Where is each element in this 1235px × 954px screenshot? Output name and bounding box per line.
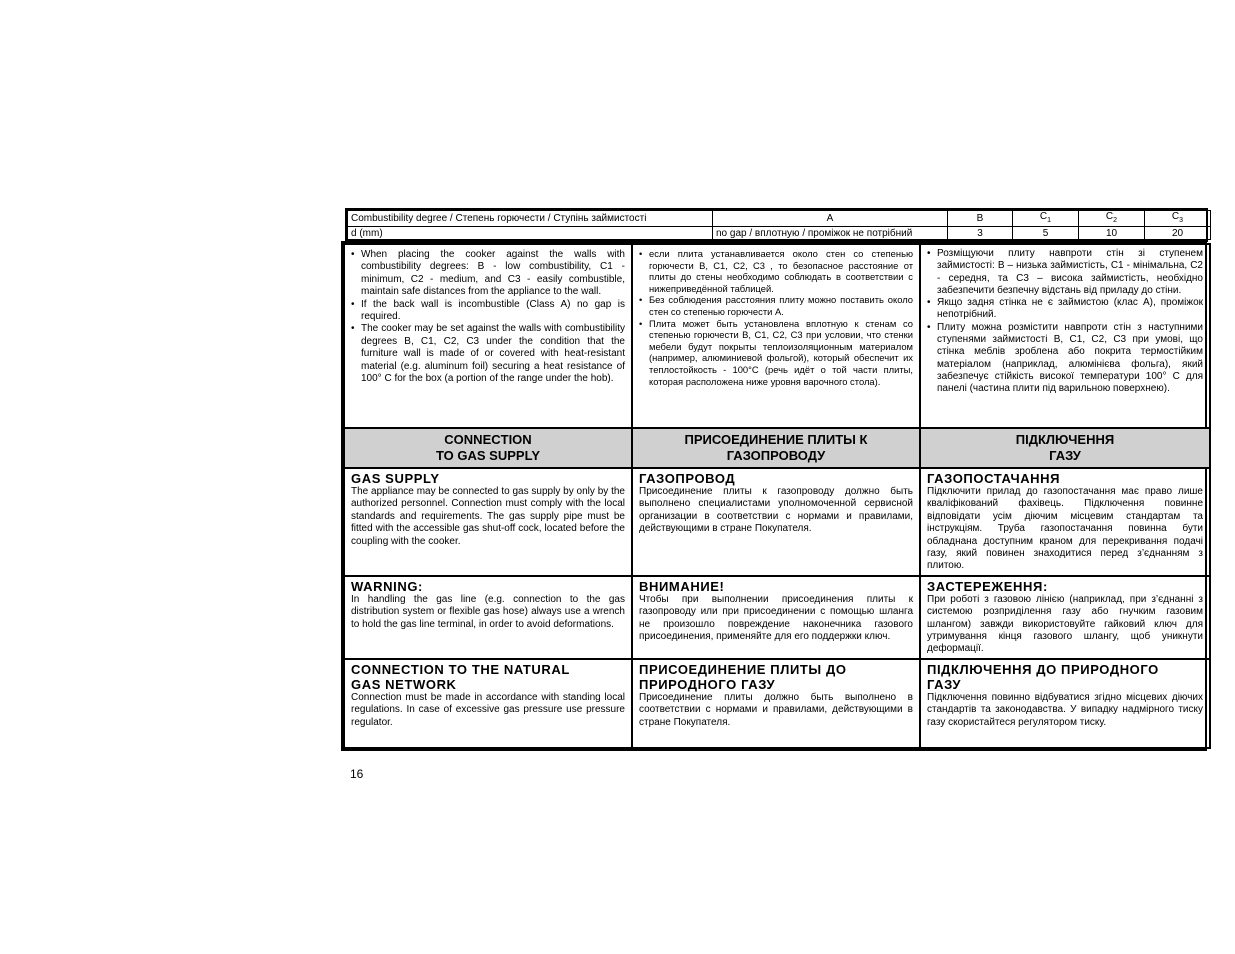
list-item: • если плита устанавливается около стен со степенью горючести B, C1, C2, C3 , то безопасное расстояние от плиты до стены необходимо соблюдать в соответствии с нижеприведённой таблицей.: [639, 248, 913, 294]
table-cell-c1: 5: [1013, 227, 1079, 240]
block-text: Присоединение плиты должно быть выполнено в соответствии с нормами и правилами, действующими в стране Покупателя.: [639, 691, 913, 728]
block-text: Підключення повинно відбуватися згідно місцевих діючих стандартів та законодавства. У випадку надмірного тиску газу скористайтеся регулятором тиску.: [927, 691, 1203, 728]
block-text: The appliance may be connected to gas supply by only by the authorized personnel. Connection must comply with the local standards and requirements. The gas supply pipe must be fitted with the accessible gas shut-off cock, located before the coupling with the cooker.: [351, 486, 625, 547]
list-item: • Якщо задня стінка не є займистою (клас А), проміжок непотрібний.: [927, 297, 1203, 322]
table-cell-c2: $C_2$: [1079, 211, 1145, 227]
natural-gas-uk: [920, 659, 1210, 748]
section-heading-ru: ПРИСОЕДИНЕНИЕ ПЛИТЫ К ГАЗОПРОВОДУ: [632, 428, 920, 468]
gas-supply-en: [344, 468, 632, 576]
block-text: Підключити прилад до газопостачання має право лише кваліфікований фахівець. Підключення повинне відповідати усім діючим місцевим стандартам та інструкціям. Труба газопостачання повинна бути обладнана доступним краном для перекривання подачі газу, який повинен знаходитися перед з’єднанням з плитою.: [927, 486, 1203, 572]
gas-supply-row: [344, 468, 1210, 576]
block-title: ПРИСОЕДИНЕНИЕ ПЛИТЫ ДО ПРИРОДНОГО ГАЗУ: [639, 661, 847, 692]
table-row: [348, 211, 1211, 227]
block-text: In handling the gas line (e.g. connection to the gas distribution system or flexible gas hose) always use a wrench to hold the gas line terminal, in order to avoid deformations.: [351, 593, 625, 630]
table-cell-b: 3: [948, 227, 1013, 240]
warning-row: [344, 576, 1210, 659]
table-cell-c2: 10: [1079, 227, 1145, 240]
gas-supply-uk: [920, 468, 1210, 576]
natural-gas-en: [344, 659, 632, 748]
section-heading-en: CONNECTION TO GAS SUPPLY: [344, 428, 632, 468]
list-item: • Без соблюдения расстояния плиту можно поставить около стен со степенью горючести А.: [639, 294, 913, 317]
warning-uk: [920, 576, 1210, 659]
list-item: • When placing the cooker against the walls with combustibility degrees: B - low combustibility, C1 - minimum, C2 - medium, and C3 - easily combustible, maintain safe distances from the appliance to the wall.: [351, 249, 625, 299]
warning-en: [344, 576, 632, 659]
gas-supply-ru: [632, 468, 920, 576]
table-cell-c1: $C_1$: [1013, 211, 1079, 227]
placement-row: [344, 244, 1210, 428]
block-title: ВНИМАНИЕ!: [639, 578, 725, 594]
table-cell-c3: 20: [1145, 227, 1211, 240]
block-title: ГАЗОПРОВОД: [639, 471, 736, 486]
block-text: При роботі з газовою лінією (наприклад, при з’єднанні з системою розприділення газу або гнучким газовим шлангом) завжди використовуйте гайковий ключ для утримування кінця газового шлангу, щоб уникнути деформації.: [927, 593, 1203, 655]
block-title: ЗАСТЕРЕЖЕННЯ:: [927, 578, 1048, 594]
table-cell-label: d (mm): [348, 227, 713, 240]
instructions-grid: [341, 241, 1207, 751]
list-item: • The cooker may be set against the walls with combustibility degrees B, C1, C2, C3 under the condition that the furniture wall is made of or covered with heat-resistant material (e.g. aluminum foil) securing a heat resistance of 100° C for the box (a portion of the range under the hob).: [351, 323, 625, 385]
list-item: • Плиту можна розмістити навпроти стін з наступними ступенями займистості B, C1, C2, C3 при умові, що стінка меблів зроблена або покрита термостійким матеріалом (наприклад, алюмінієва фольга), який забезпечує стійкість високої температури 100° C для панелі (частина плити під варильною поверхнею).: [927, 322, 1203, 396]
block-title: GAS SUPPLY: [351, 471, 440, 486]
placement-ru: [632, 244, 920, 428]
table-cell-c3: $C_3$: [1145, 211, 1211, 227]
table-cell-b: B: [948, 211, 1013, 227]
block-text: Connection must be made in accordance with standing local regulations. In case of excessive gas pressure use pressure regulator.: [351, 691, 625, 728]
table-cell-label: Combustibility degree / Степень горючести / Ступінь займистості: [348, 211, 713, 227]
placement-en: [344, 244, 632, 428]
section-heading-row: [344, 428, 1210, 468]
block-text: Присоединение плиты к газопроводу должно быть выполнено специалистами уполномоченной сервисной организации в соответствии с нормами и правилами, действующими в стране Покупателя.: [639, 486, 913, 535]
list-item: • If the back wall is incombustible (Class A) no gap is required.: [351, 299, 625, 324]
combustibility-table: [345, 208, 1208, 242]
list-item: • Плита может быть установлена вплотную к стенам со степенью горючести B, C1, C2, C3 при условии, что стенки мебели будут покрыты теплоизоляционным материалом (например, алюминиевой фольгой), который обеспечит их теплостойкость - 100°C (речь идёт о той части плиты, которая расположена ниже уровня варочного стола).: [639, 318, 913, 388]
block-title: WARNING:: [351, 578, 423, 594]
placement-uk: [920, 244, 1210, 428]
block-title: CONNECTION TO THE NATURAL GAS NETWORK: [351, 661, 570, 692]
warning-ru: [632, 576, 920, 659]
block-title: ГАЗОПОСТАЧАННЯ: [927, 471, 1061, 486]
natural-gas-row: [344, 659, 1210, 748]
block-text: Чтобы при выполнении присоединения плиты к газопроводу или при присоединении с помощью шланга не произошло повреждение наконечника газового присоединения, применяйте для его поддержки ключ.: [639, 593, 913, 643]
section-heading-uk: ПІДКЛЮЧЕННЯ ГАЗУ: [920, 428, 1210, 468]
table-cell-a: A: [713, 211, 948, 227]
natural-gas-ru: [632, 659, 920, 748]
page-number: 16: [350, 767, 364, 781]
block-title: ПІДКЛЮЧЕННЯ ДО ПРИРОДНОГО ГАЗУ: [927, 661, 1159, 692]
table-cell-a: no gap / вплотную / проміжок не потрібний: [713, 227, 948, 240]
list-item: • Розміщуючи плиту навпроти стін зі ступенем займистості: B – низька займистість, C1 - мінімальна, C2 - середня, та C3 – висока займистість, необхідно забезпечити безпечну відстань від приладу до стіни.: [927, 248, 1203, 297]
table-row: [348, 227, 1211, 240]
